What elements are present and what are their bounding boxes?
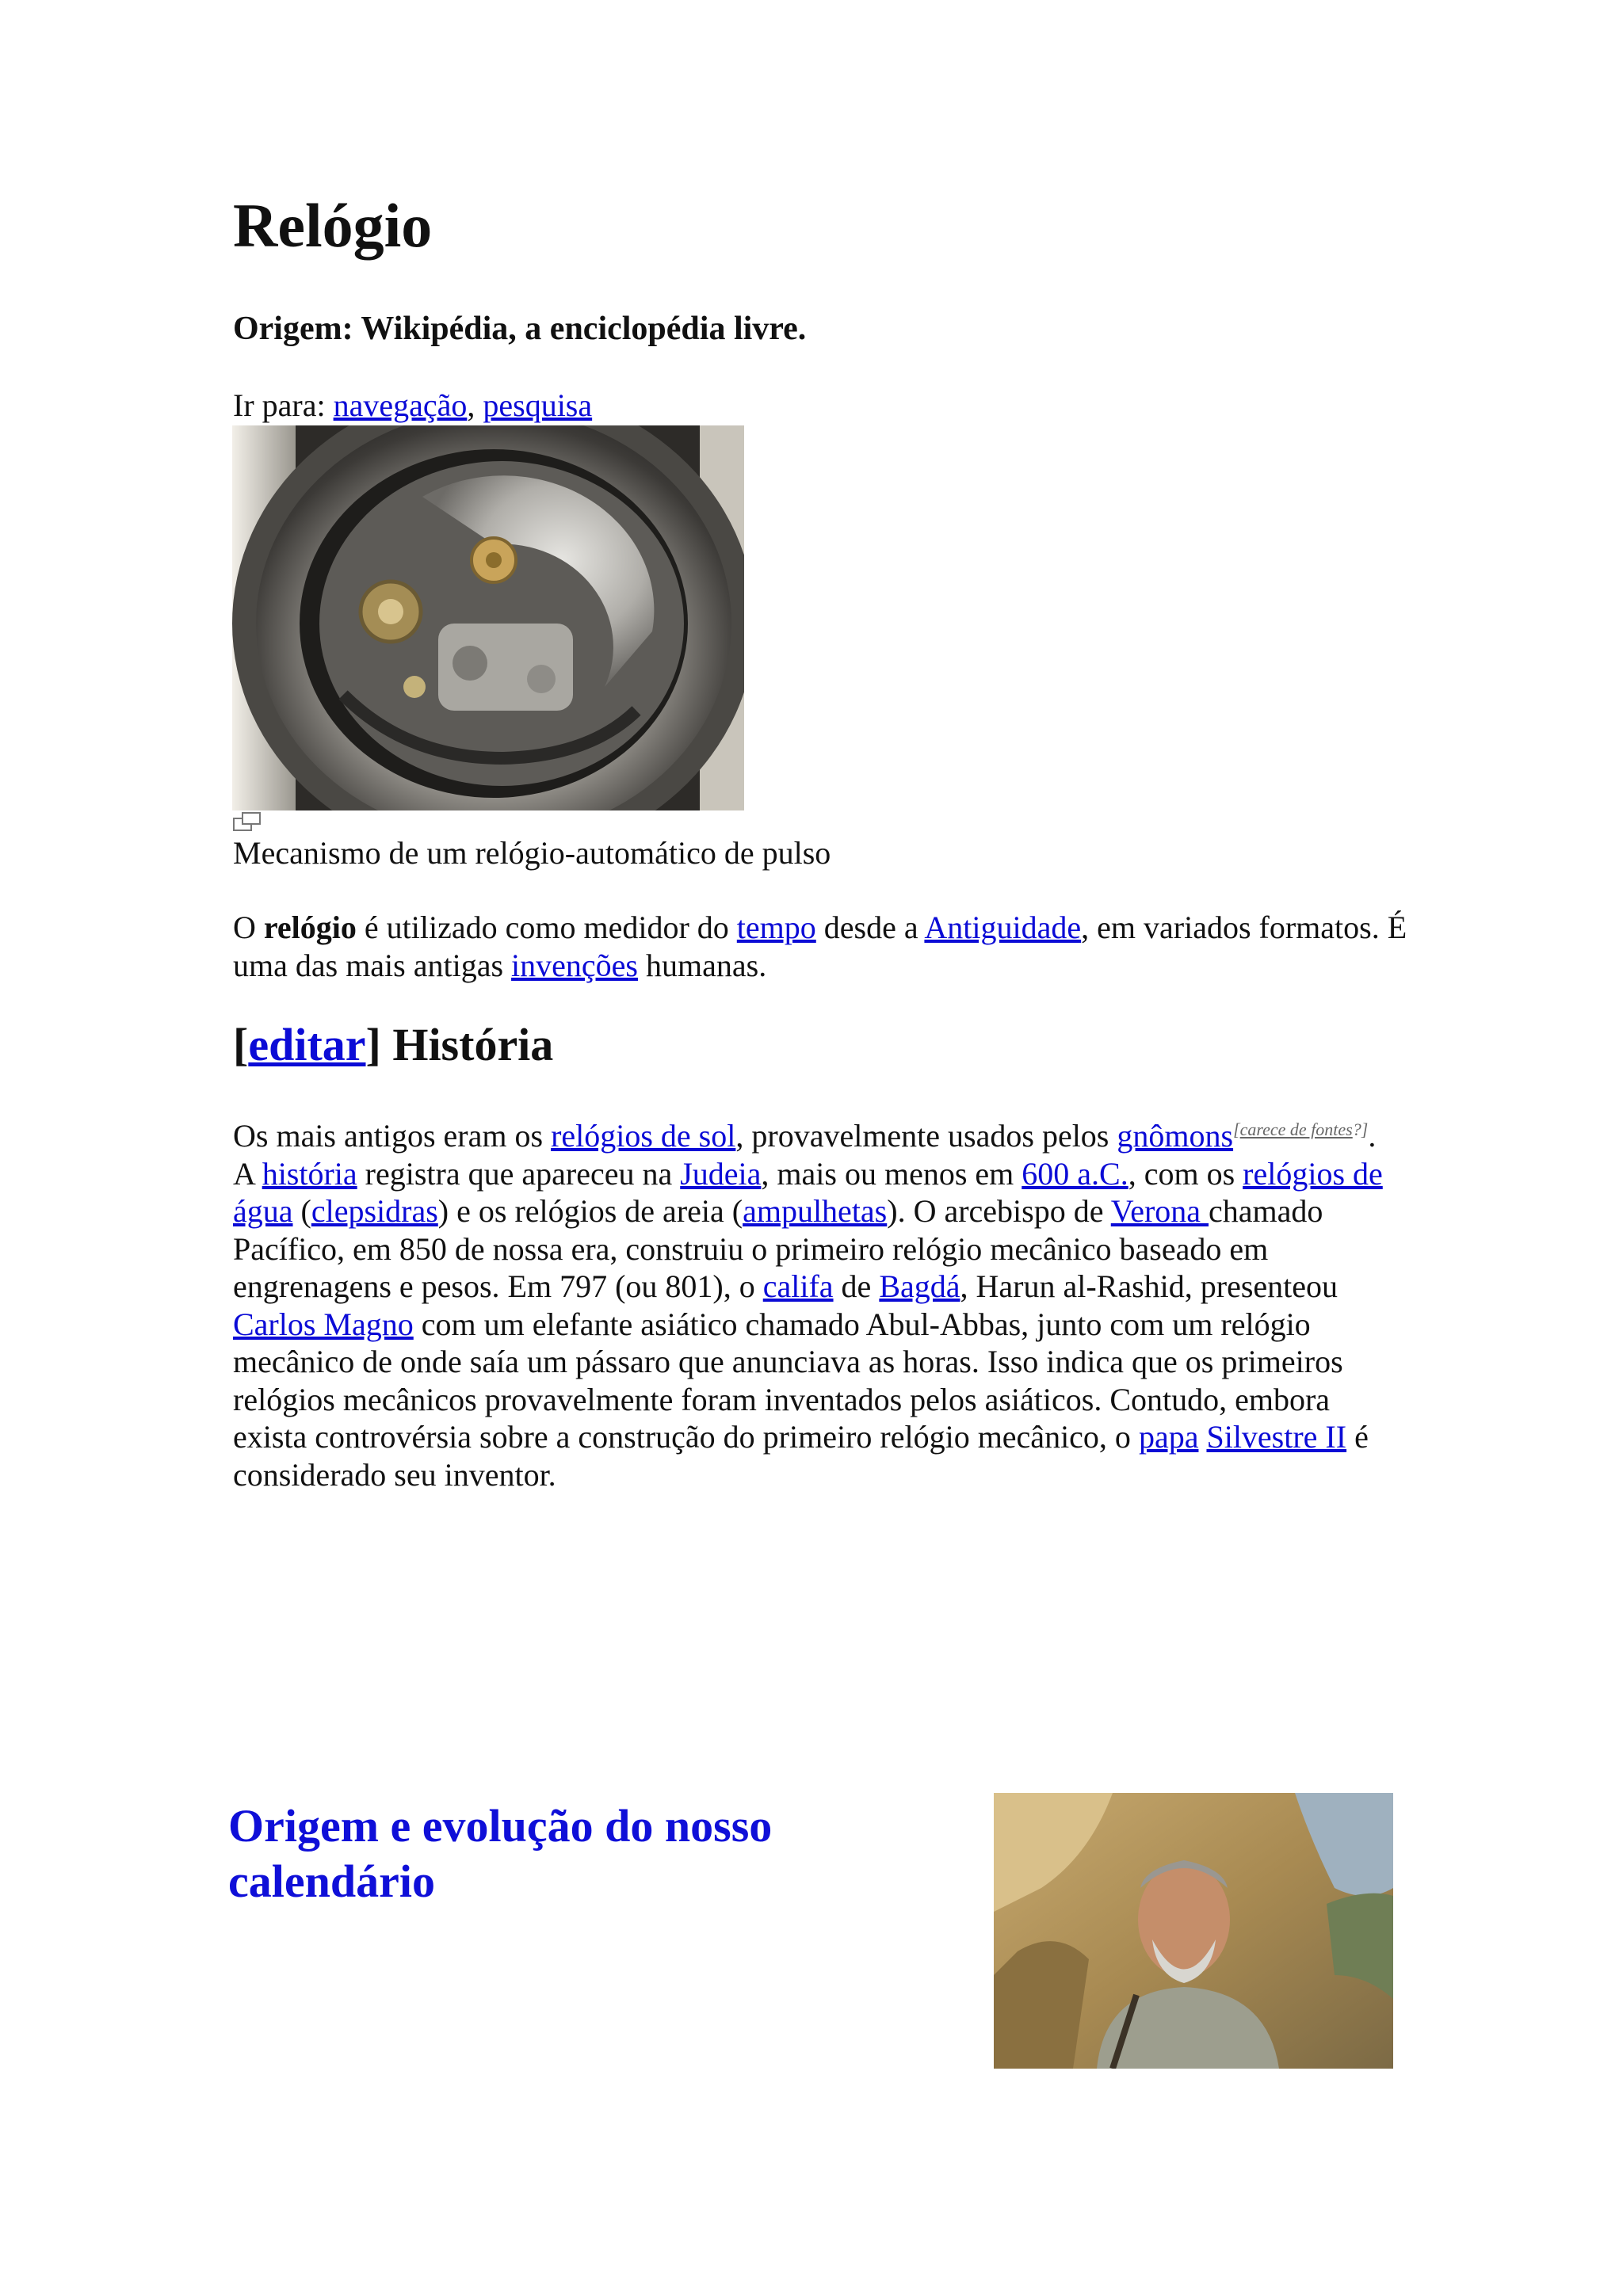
- navigation-link[interactable]: navegação: [333, 387, 468, 423]
- link-clepsidras[interactable]: clepsidras: [311, 1193, 438, 1229]
- citation-needed-link[interactable]: carece de fontes: [1239, 1119, 1353, 1139]
- edit-section-link[interactable]: editar: [248, 1019, 366, 1070]
- history-text: ) e os relógios de areia (: [437, 1193, 743, 1229]
- article-title: Relógio: [233, 191, 433, 260]
- history-text: é considerado seu inventor.: [233, 1419, 1369, 1493]
- link-tempo[interactable]: tempo: [736, 910, 816, 945]
- image-caption: Mecanismo de um relógio-automático de pulso: [233, 835, 831, 871]
- article-subtitle: Origem: Wikipédia, a enciclopédia livre.: [233, 311, 807, 347]
- section-heading-historia: [233, 1019, 554, 1070]
- jump-links: [233, 387, 592, 425]
- link-verona[interactable]: Verona: [1110, 1193, 1209, 1229]
- link-carlos-magno[interactable]: Carlos Magno: [233, 1306, 414, 1342]
- bracket-open: [: [233, 1019, 249, 1070]
- history-text: , provavelmente usados pelos: [735, 1118, 1117, 1154]
- citation-question: ?: [1352, 1119, 1361, 1139]
- link-bagda[interactable]: Bagdá: [879, 1268, 960, 1304]
- history-text: , mais ou menos em: [761, 1155, 1022, 1192]
- watch-movement-image[interactable]: [232, 425, 744, 810]
- citation-bracket: ]: [1361, 1119, 1369, 1139]
- history-text: ). O arcebispo de: [887, 1193, 1111, 1229]
- jump-separator: ,: [467, 387, 483, 423]
- intro-text: desde a: [815, 910, 925, 945]
- link-silvestre-ii[interactable]: Silvestre II: [1206, 1419, 1347, 1455]
- link-gnomons[interactable]: gnômons: [1117, 1118, 1234, 1154]
- search-link[interactable]: pesquisa: [483, 387, 593, 423]
- link-relogios-de-agua[interactable]: relógios de água: [233, 1155, 1383, 1229]
- link-invencoes[interactable]: invenções: [511, 948, 638, 983]
- link-antiguidade[interactable]: Antiguidade: [924, 910, 1082, 945]
- history-text: (: [292, 1193, 311, 1229]
- portrait-illustration: [994, 1793, 1393, 2069]
- calendar-heading: Origem e evolução do nosso calendário: [228, 1800, 773, 1907]
- history-text: , Harun al-Rashid, presenteou: [960, 1268, 1338, 1304]
- intro-bold-term: relógio: [263, 910, 357, 945]
- history-text: chamado Pacífico, em 850 de nossa era, construiu o primeiro relógio mecânico baseado em engrenagens e pesos. Em 797 (ou 801), o: [233, 1193, 1323, 1304]
- link-judeia[interactable]: Judeia: [680, 1155, 762, 1192]
- history-paragraph: [233, 1117, 1398, 1493]
- intro-paragraph: [233, 909, 1422, 985]
- intro-text: humanas.: [638, 948, 767, 983]
- intro-text: O: [233, 910, 264, 945]
- history-text: de: [833, 1268, 880, 1304]
- history-text: registra que apareceu na: [357, 1155, 681, 1192]
- citation-bracket: [: [1233, 1119, 1240, 1139]
- link-600-ac[interactable]: 600 a.C.: [1022, 1155, 1128, 1192]
- citation-needed: [1233, 1119, 1368, 1139]
- section-title: História: [392, 1019, 554, 1070]
- link-califa[interactable]: califa: [762, 1268, 834, 1304]
- intro-text: é utilizado como medidor do: [356, 910, 737, 945]
- intro-text: , em variados formatos. É uma das mais antigas: [233, 910, 1407, 983]
- bracket-close: ]: [365, 1019, 393, 1070]
- history-text: . A: [233, 1118, 1377, 1192]
- portrait-photo: [994, 1793, 1393, 2069]
- history-text: [1198, 1419, 1206, 1455]
- enlarge-icon[interactable]: [233, 811, 262, 832]
- link-papa[interactable]: papa: [1138, 1419, 1199, 1455]
- history-text: , com os: [1128, 1155, 1243, 1192]
- history-text: com um elefante asiático chamado Abul-Abbas, junto com um relógio mecânico de onde saía um pássaro que anunciava as horas. Isso indica que os primeiros relógios mecânicos provavelmente foram inventados pelos asiáticos. Contudo, embora exista controvérsia sobre a construção do primeiro relógio mecânico, o: [233, 1306, 1343, 1455]
- link-ampulhetas[interactable]: ampulhetas: [743, 1193, 888, 1229]
- watch-movement-illustration: [232, 425, 744, 810]
- jump-prefix: Ir para:: [233, 387, 334, 423]
- history-text: Os mais antigos eram os: [233, 1118, 552, 1154]
- link-relogios-de-sol[interactable]: relógios de sol: [551, 1118, 736, 1154]
- link-historia[interactable]: história: [262, 1155, 357, 1192]
